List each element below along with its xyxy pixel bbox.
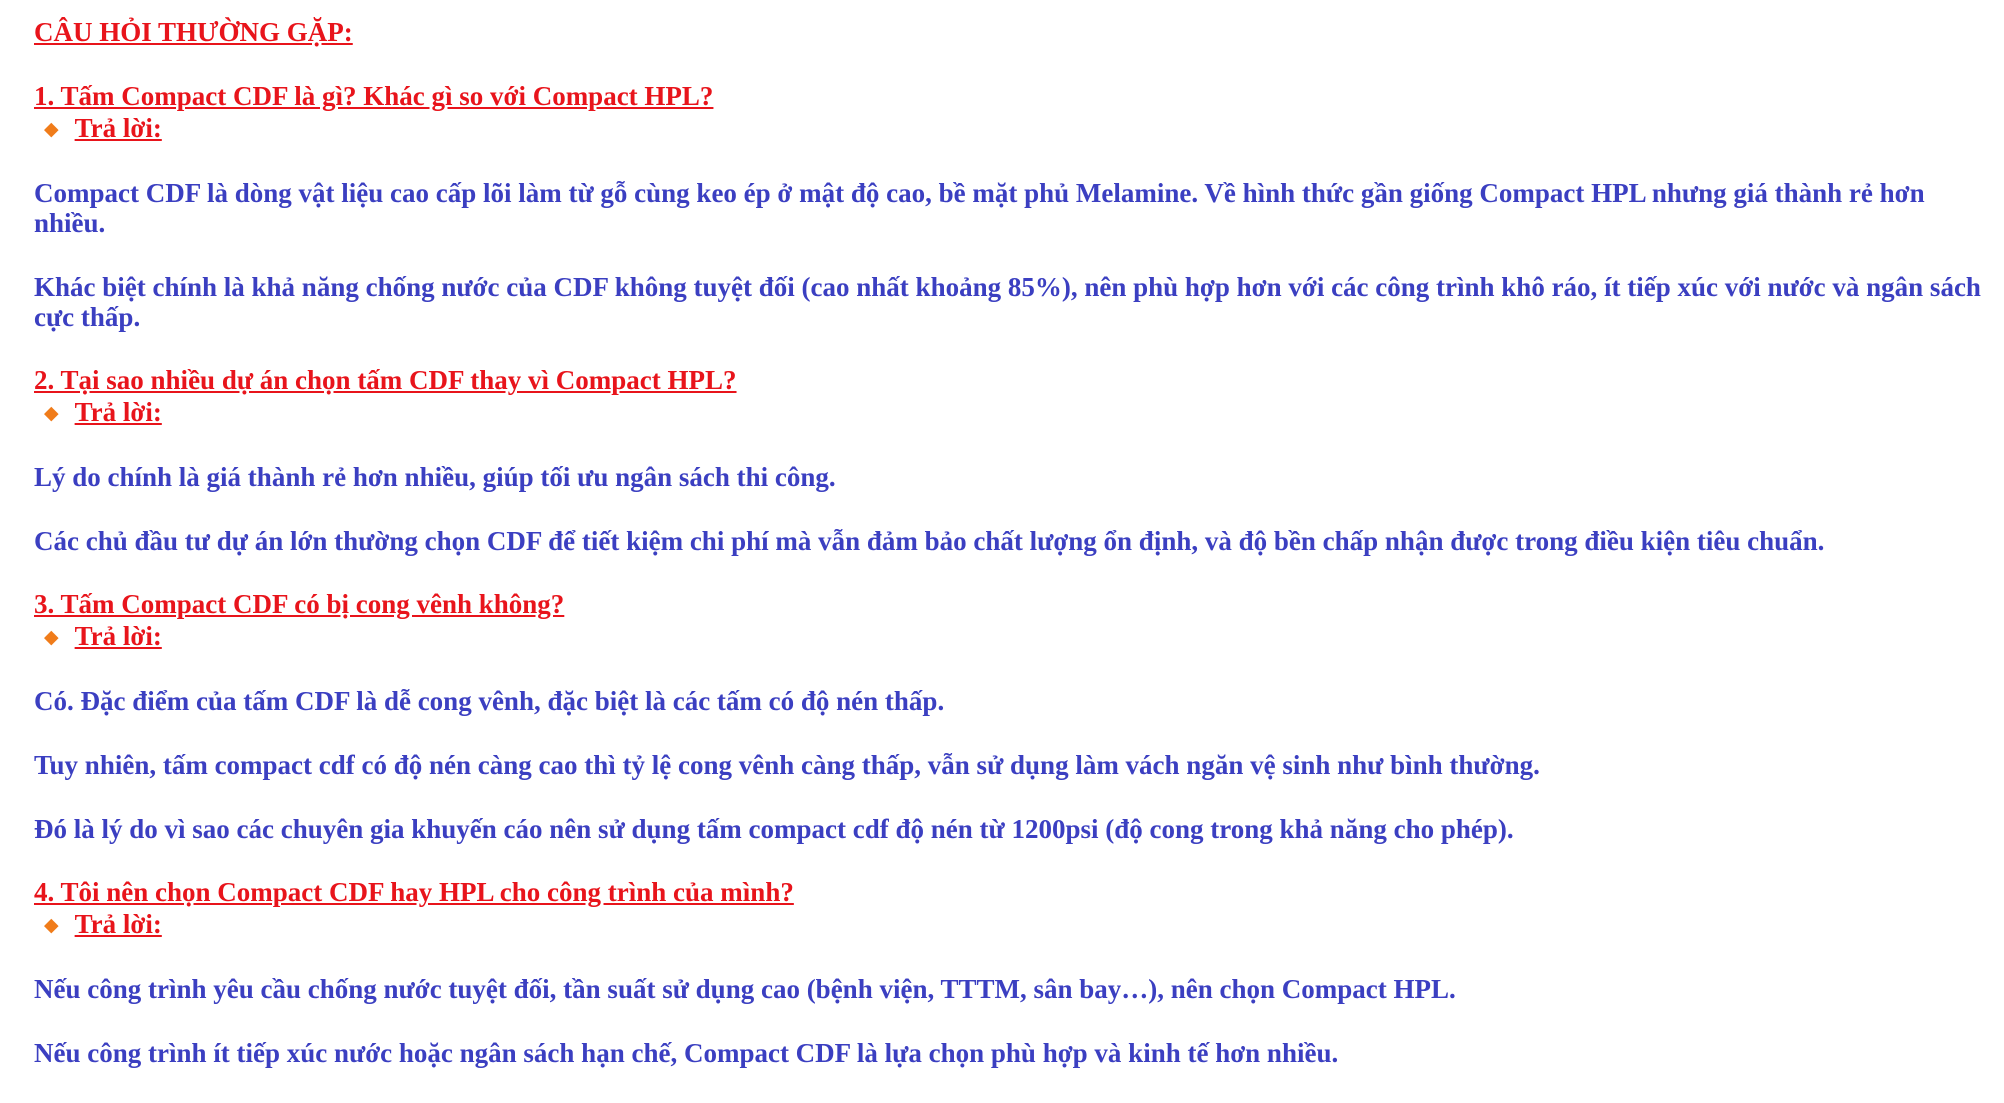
faq-answer-paragraph: Khác biệt chính là khả năng chống nước của CDF không tuyệt đối (cao nhất khoảng 85%), nên phù hợp hơn với các công trình khô ráo, ít tiếp xúc với nước và ngân sách cực thấp.	[34, 272, 1981, 332]
answer-label	[34, 112, 162, 144]
faq-answer-paragraph: Nếu công trình yêu cầu chống nước tuyệt đối, tần suất sử dụng cao (bệnh viện, TTTM, sân bay…), nên chọn Compact HPL.	[34, 974, 1456, 1004]
answer-label-text: Trả lời:	[74, 397, 162, 427]
diamond-bullet-icon: ◆	[44, 627, 59, 648]
faq-item	[34, 588, 1984, 844]
faq-question: 3. Tấm Compact CDF có bị cong vênh không?	[34, 589, 565, 619]
answer-label	[34, 620, 162, 652]
answer-label	[34, 908, 162, 940]
faq-answer-paragraph: Lý do chính là giá thành rẻ hơn nhiều, giúp tối ưu ngân sách thi công.	[34, 462, 836, 492]
faq-answer-paragraph: Compact CDF là dòng vật liệu cao cấp lõi làm từ gỗ cùng keo ép ở mật độ cao, bề mặt phủ Melamine. Về hình thức gần giống Compact HPL nhưng giá thành rẻ hơn nhiều.	[34, 178, 1925, 238]
diamond-bullet-icon: ◆	[44, 915, 59, 936]
faq-answer-paragraph: Tuy nhiên, tấm compact cdf có độ nén càng cao thì tỷ lệ cong vênh càng thấp, vẫn sử dụng làm vách ngăn vệ sinh như bình thường.	[34, 750, 1540, 780]
answer-label-text: Trả lời:	[74, 621, 162, 651]
faq-answer-paragraph: Nếu công trình ít tiếp xúc nước hoặc ngân sách hạn chế, Compact CDF là lựa chọn phù hợp và kinh tế hơn nhiều.	[34, 1038, 1339, 1068]
faq-heading: CÂU HỎI THƯỜNG GẶP:	[34, 17, 353, 47]
faq-item	[34, 876, 1984, 1068]
faq-item	[34, 364, 1984, 556]
faq-answer-paragraph: Các chủ đầu tư dự án lớn thường chọn CDF để tiết kiệm chi phí mà vẫn đảm bảo chất lượng ổn định, và độ bền chấp nhận được trong điều kiện tiêu chuẩn.	[34, 526, 1825, 556]
faq-answer-paragraph: Có. Đặc điểm của tấm CDF là dễ cong vênh, đặc biệt là các tấm có độ nén thấp.	[34, 686, 945, 716]
diamond-bullet-icon: ◆	[44, 119, 59, 140]
diamond-bullet-icon: ◆	[44, 403, 59, 424]
faq-question: 1. Tấm Compact CDF là gì? Khác gì so với Compact HPL?	[34, 81, 714, 111]
faq-answer-paragraph: Đó là lý do vì sao các chuyên gia khuyến cáo nên sử dụng tấm compact cdf độ nén từ 1200psi (độ cong trong khả năng cho phép).	[34, 814, 1514, 844]
faq-question: 4. Tôi nên chọn Compact CDF hay HPL cho công trình của mình?	[34, 877, 794, 907]
faq-item	[34, 80, 1984, 332]
answer-label	[34, 396, 162, 428]
answer-label-text: Trả lời:	[74, 113, 162, 143]
faq-question: 2. Tại sao nhiều dự án chọn tấm CDF thay vì Compact HPL?	[34, 365, 737, 395]
answer-label-text: Trả lời:	[74, 909, 162, 939]
